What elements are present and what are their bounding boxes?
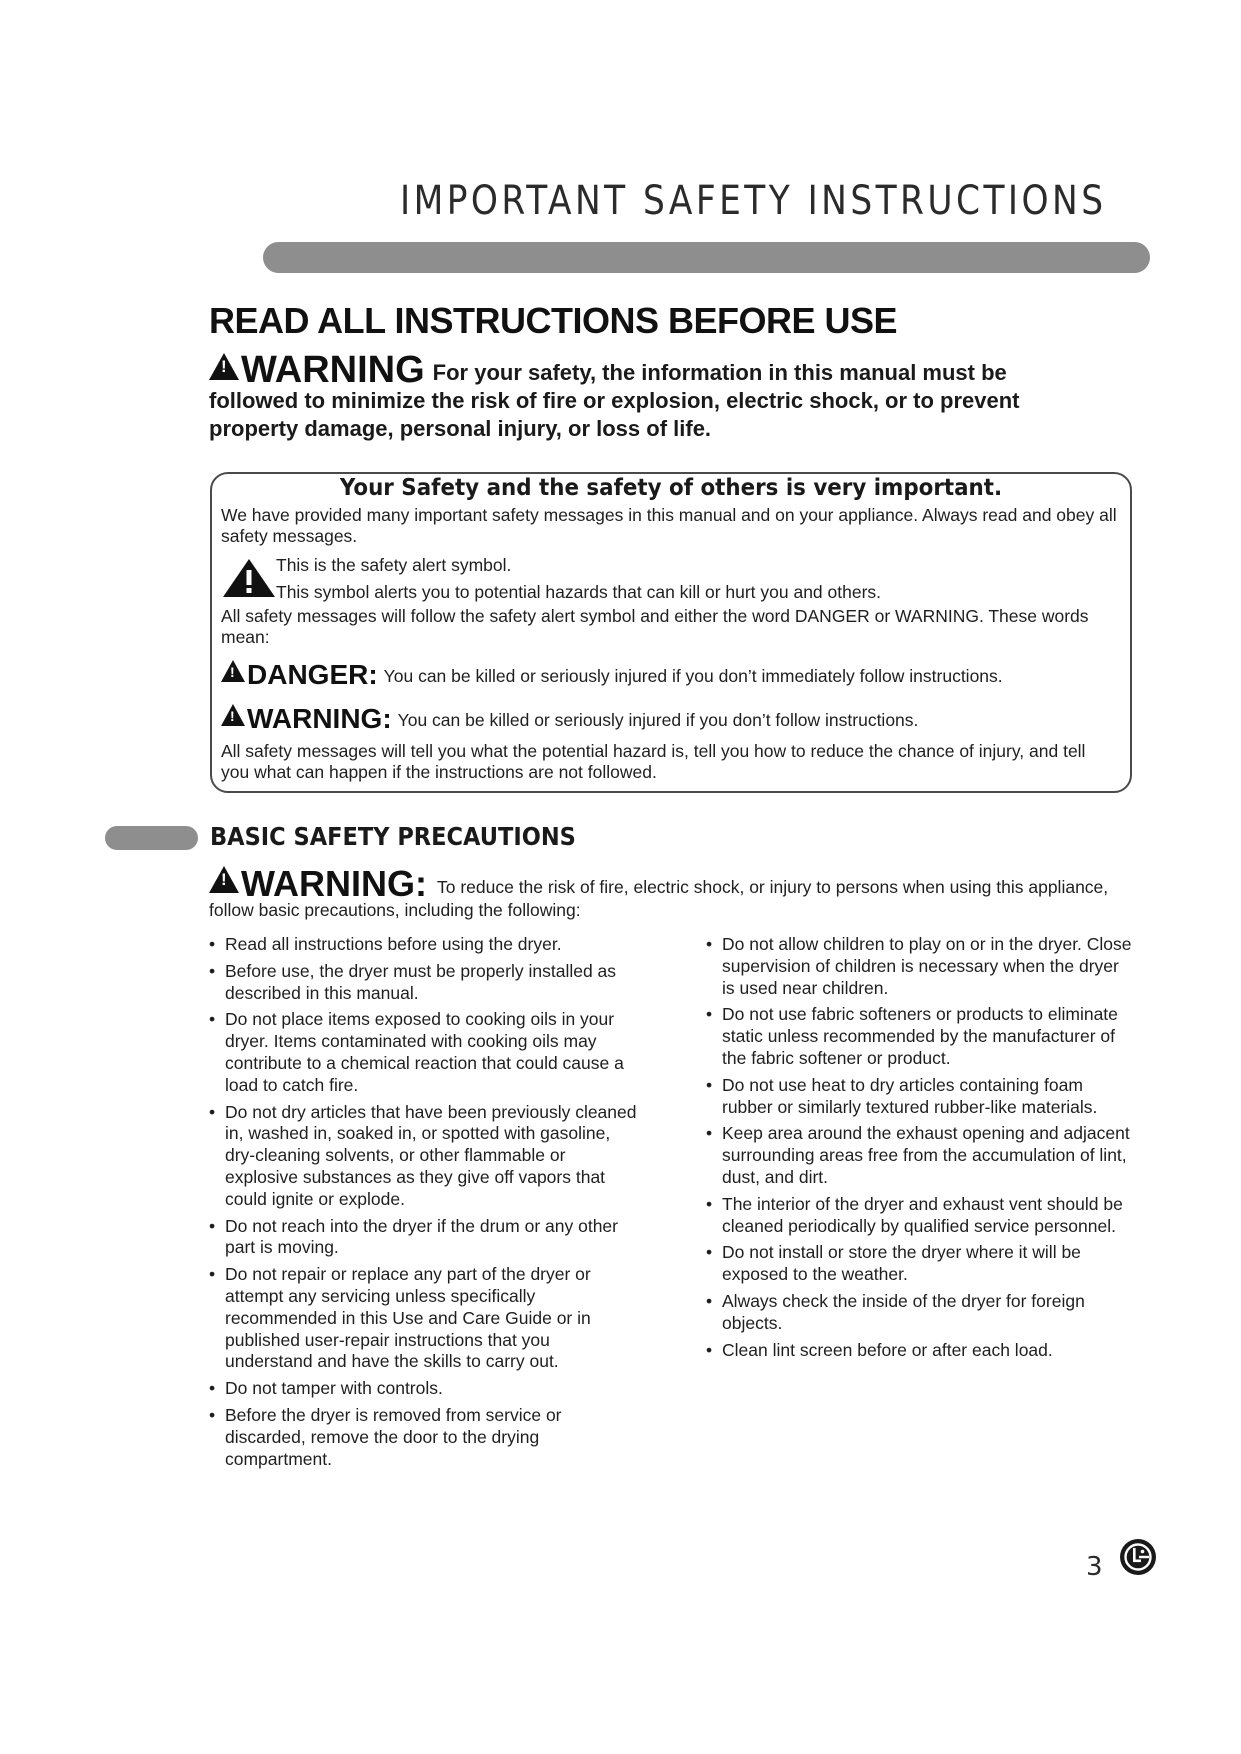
section-title: BASIC SAFETY PRECAUTIONS [210,822,576,851]
left-precautions-list [209,934,639,1475]
list-item: • Before use, the dryer must be properly installed as described in this manual. [209,961,639,1005]
danger-text: You can be killed or seriously injured if you don’t immediately follow instructions. [383,666,1003,686]
section-warning-text: To reduce the risk of fire, electric shock, or injury to persons when using this appliance, follow basic precautions, including the following: [209,877,1109,920]
warning-definition [221,703,918,735]
intro-warning [209,349,1089,443]
intro-warning-text: For your safety, the information in this manual must be followed to minimize the risk of fire or explosion, electric shock, or to prevent property damage, personal injury, or loss of life. [209,360,1020,441]
safety-box-para1: We have provided many important safety messages in this manual and on your appliance. Always read and obey all safety messages. [221,505,1117,546]
list-item: • The interior of the dryer and exhaust vent should be cleaned periodically by qualified service personnel. [706,1194,1136,1238]
warning-label: WARNING: [247,703,392,734]
list-item: • Do not reach into the dryer if the drum or any other part is moving. [209,1216,639,1260]
list-item: • Do not install or store the dryer where it will be exposed to the weather. [706,1242,1136,1286]
list-item: • Do not allow children to play on or in the dryer. Close supervision of children is necessary when the dryer is used near children. [706,934,1136,999]
list-item: • Do not place items exposed to cooking oils in your dryer. Items contaminated with cooking oils may contribute to a chemical reaction that could cause a load to catch fire. [209,1009,639,1096]
safety-box-para2: All safety messages will follow the safety alert symbol and either the word DANGER or WARNING. These words mean: [221,606,1089,647]
warning-triangle-icon [221,557,277,599]
safety-box-title: Your Safety and the safety of others is very important. [339,475,1003,501]
warning-triangle-icon [221,660,245,682]
warning-triangle-icon [221,704,245,726]
safety-box-para3: All safety messages will tell you what the potential hazard is, tell you how to reduce the chance of injury, and tell you what can happen if the instructions are not followed. [221,741,1086,782]
lg-logo-icon [1119,1538,1157,1576]
page-number: 3 [1086,1552,1103,1582]
warning-triangle-icon [209,866,239,893]
section-marker-pill [105,826,198,850]
intro-warning-label: WARNING [241,349,425,391]
right-precautions-list [706,934,1136,1366]
section-warning [209,863,1139,922]
warning-triangle-icon [209,353,239,380]
alert-symbol-line2: This symbol alerts you to potential hazards that can kill or hurt you and others. [276,582,882,602]
list-item: • Read all instructions before using the dryer. [209,934,639,956]
list-item: • Do not use fabric softeners or products to eliminate static unless recommended by the manufacturer of the fabric softener or product. [706,1004,1136,1069]
list-item: • Clean lint screen before or after each load. [706,1340,1136,1362]
list-item: • Do not use heat to dry articles containing foam rubber or similarly textured rubber-like materials. [706,1075,1136,1119]
warning-text: You can be killed or seriously injured if you don’t follow instructions. [397,710,919,730]
list-item: • Keep area around the exhaust opening and adjacent surrounding areas free from the accumulation of lint, dust, and dirt. [706,1123,1136,1188]
list-item: • Do not tamper with controls. [209,1378,639,1400]
page-title: IMPORTANT SAFETY INSTRUCTIONS [400,178,1107,224]
list-item: • Always check the inside of the dryer for foreign objects. [706,1291,1136,1335]
alert-symbol-line1: This is the safety alert symbol. [276,555,512,575]
read-all-heading: READ ALL INSTRUCTIONS BEFORE USE [209,300,898,341]
title-divider-bar [263,242,1150,273]
danger-label: DANGER: [247,659,378,690]
list-item: • Before the dryer is removed from service or discarded, remove the door to the drying compartment. [209,1405,639,1470]
list-item: • Do not dry articles that have been previously cleaned in, washed in, soaked in, or spotted with gasoline, dry-cleaning solvents, or other flammable or explosive substances as they give off vapors that could ignite or explode. [209,1102,639,1211]
section-warning-label: WARNING: [241,863,427,904]
danger-definition [221,659,1003,691]
list-item: • Do not repair or replace any part of the dryer or attempt any servicing unless specifically recommended in this Use and Care Guide or in published user-repair instructions that you understand and have the skills to carry out. [209,1264,639,1373]
